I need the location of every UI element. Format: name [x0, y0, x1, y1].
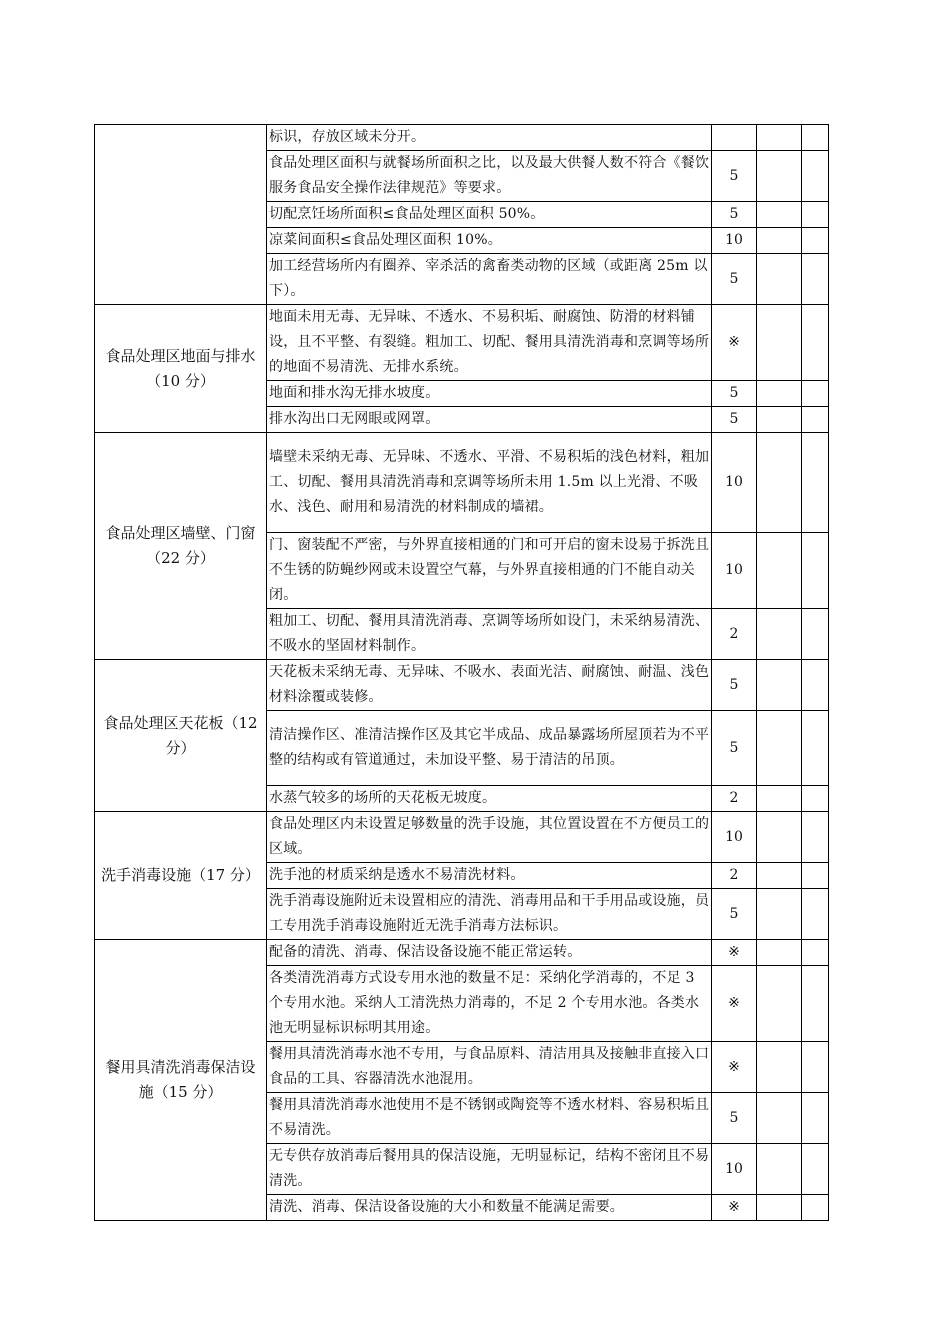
table-row [95, 940, 856, 966]
actual-deduction-cell [757, 381, 802, 407]
actual-deduction-cell [757, 533, 802, 609]
remark-cell [802, 381, 829, 407]
remark-cell [802, 1195, 829, 1221]
table-row [95, 125, 856, 151]
inspection-item-text: 清洗、消毒、保洁设备设施的大小和数量不能满足需要。 [267, 1195, 712, 1221]
table-row [95, 660, 856, 711]
actual-deduction-cell [757, 812, 802, 863]
remark-cell [802, 254, 829, 305]
inspection-item-text: 洗手池的材质采纳是透水不易清洗材料。 [267, 863, 712, 889]
remark-cell [802, 1144, 829, 1195]
actual-deduction-cell [757, 407, 802, 433]
deduction-score: 5 [712, 151, 757, 202]
remark-cell [802, 125, 829, 151]
inspection-item-text: 地面和排水沟无排水坡度。 [267, 381, 712, 407]
actual-deduction-cell [757, 433, 802, 533]
remark-cell [802, 305, 829, 381]
deduction-score: 2 [712, 786, 757, 812]
floor-drainage-category: 食品处理区地面与排水（10 分） [95, 305, 267, 433]
deduction-score: 5 [712, 660, 757, 711]
inspection-item-text: 标识，存放区域未分开。 [267, 125, 712, 151]
ceiling-category: 食品处理区天花板（12 分） [95, 660, 267, 812]
inspection-item-text: 洗手消毒设施附近未设置相应的清洗、消毒用品和干手用品或设施，员工专用洗手消毒设施附近无洗手消毒方法标识。 [267, 889, 712, 940]
inspection-item-text: 无专供存放消毒后餐用具的保洁设施，无明显标记，结构不密闭且不易清洗。 [267, 1144, 712, 1195]
actual-deduction-cell [757, 254, 802, 305]
inspection-table [94, 124, 856, 1221]
inspection-table-container [94, 124, 856, 1221]
walls-doors-category: 食品处理区墙壁、门窗（22 分） [95, 433, 267, 660]
inspection-item-text: 排水沟出口无网眼或网罩。 [267, 407, 712, 433]
deduction-score: ※ [712, 940, 757, 966]
table-row [95, 812, 856, 863]
inspection-table-body [95, 125, 856, 1221]
deduction-score: 5 [712, 889, 757, 940]
remark-cell [802, 609, 829, 660]
inspection-item-text: 墙壁未采纳无毒、无异味、不透水、平滑、不易积垢的浅色材料，粗加工、切配、餐用具清洗消毒和烹调等场所未用 1.5m 以上光滑、不吸水、浅色、耐用和易清洗的材料制成的墙裙。 [267, 433, 712, 533]
deduction-score: 10 [712, 228, 757, 254]
table-row [95, 433, 856, 533]
actual-deduction-cell [757, 228, 802, 254]
deduction-score: ※ [712, 1195, 757, 1221]
actual-deduction-cell [757, 125, 802, 151]
deduction-score: 10 [712, 533, 757, 609]
remark-cell [802, 433, 829, 533]
inspection-item-text: 天花板未采纳无毒、无异味、不吸水、表面光洁、耐腐蚀、耐温、浅色材料涂覆或装修。 [267, 660, 712, 711]
deduction-score: 5 [712, 254, 757, 305]
deduction-score: ※ [712, 966, 757, 1042]
actual-deduction-cell [757, 940, 802, 966]
remark-cell [802, 407, 829, 433]
remark-cell [802, 533, 829, 609]
deduction-score: 5 [712, 711, 757, 786]
actual-deduction-cell [757, 202, 802, 228]
actual-deduction-cell [757, 151, 802, 202]
deduction-score: 10 [712, 812, 757, 863]
inspection-item-text: 配备的清洗、消毒、保洁设备设施不能正常运转。 [267, 940, 712, 966]
inspection-item-text: 食品处理区面积与就餐场所面积之比，以及最大供餐人数不符合《餐饮服务食品安全操作法律规范》等要求。 [267, 151, 712, 202]
remark-cell [802, 889, 829, 940]
remark-cell [802, 202, 829, 228]
remark-cell [802, 711, 829, 786]
deduction-score: 5 [712, 202, 757, 228]
inspection-item-text: 加工经营场所内有圈养、宰杀活的禽畜类动物的区域（或距离 25m 以下）。 [267, 254, 712, 305]
inspection-item-text: 水蒸气较多的场所的天花板无坡度。 [267, 786, 712, 812]
actual-deduction-cell [757, 660, 802, 711]
remark-cell [802, 1042, 829, 1093]
remark-cell [802, 660, 829, 711]
actual-deduction-cell [757, 966, 802, 1042]
deduction-score: ※ [712, 305, 757, 381]
inspection-item-text: 餐用具清洗消毒水池不专用，与食品原料、清洁用具及接触非直接入口食品的工具、容器清洗水池混用。 [267, 1042, 712, 1093]
remark-cell [802, 812, 829, 863]
actual-deduction-cell [757, 1093, 802, 1144]
actual-deduction-cell [757, 1195, 802, 1221]
inspection-item-text: 凉菜间面积≤食品处理区面积 10%。 [267, 228, 712, 254]
tableware-cleaning-category: 餐用具清洗消毒保洁设施（15 分） [95, 940, 267, 1221]
remark-cell [802, 228, 829, 254]
deduction-score [712, 125, 757, 151]
category-cell [95, 125, 267, 305]
inspection-item-text: 切配烹饪场所面积≤食品处理区面积 50%。 [267, 202, 712, 228]
actual-deduction-cell [757, 1042, 802, 1093]
actual-deduction-cell [757, 863, 802, 889]
actual-deduction-cell [757, 305, 802, 381]
remark-cell [802, 1093, 829, 1144]
deduction-score: 2 [712, 863, 757, 889]
deduction-score: ※ [712, 1042, 757, 1093]
remark-cell [802, 786, 829, 812]
remark-cell [802, 966, 829, 1042]
deduction-score: 5 [712, 1093, 757, 1144]
deduction-score: 5 [712, 407, 757, 433]
actual-deduction-cell [757, 786, 802, 812]
inspection-item-text: 食品处理区内未设置足够数量的洗手设施，其位置设置在不方便员工的区域。 [267, 812, 712, 863]
deduction-score: 10 [712, 433, 757, 533]
remark-cell [802, 863, 829, 889]
inspection-item-text: 各类清洗消毒方式设专用水池的数量不足：采纳化学消毒的，不足 3 个专用水池。采纳人工清洗热力消毒的，不足 2 个专用水池。各类水池无明显标识标明其用途。 [267, 966, 712, 1042]
deduction-score: 10 [712, 1144, 757, 1195]
inspection-item-text: 餐用具清洗消毒水池使用不是不锈钢或陶瓷等不透水材料、容易积垢且不易清洗。 [267, 1093, 712, 1144]
handwash-facility-category: 洗手消毒设施（17 分） [95, 812, 267, 940]
table-row [95, 305, 856, 381]
inspection-item-text: 清洁操作区、准清洁操作区及其它半成品、成品暴露场所屋顶若为不平整的结构或有管道通过，未加设平整、易于清洁的吊顶。 [267, 711, 712, 786]
actual-deduction-cell [757, 889, 802, 940]
actual-deduction-cell [757, 609, 802, 660]
remark-cell [802, 151, 829, 202]
inspection-item-text: 粗加工、切配、餐用具清洗消毒、烹调等场所如设门，未采纳易清洗、不吸水的坚固材料制作。 [267, 609, 712, 660]
deduction-score: 5 [712, 381, 757, 407]
actual-deduction-cell [757, 711, 802, 786]
inspection-item-text: 地面未用无毒、无异味、不透水、不易积垢、耐腐蚀、防滑的材料铺设，且不平整、有裂缝。粗加工、切配、餐用具清洗消毒和烹调等场所的地面不易清洗、无排水系统。 [267, 305, 712, 381]
actual-deduction-cell [757, 1144, 802, 1195]
deduction-score: 2 [712, 609, 757, 660]
remark-cell [802, 940, 829, 966]
inspection-item-text: 门、窗装配不严密，与外界直接相通的门和可开启的窗未设易于拆洗且不生锈的防蝇纱网或未设置空气幕，与外界直接相通的门不能自动关闭。 [267, 533, 712, 609]
